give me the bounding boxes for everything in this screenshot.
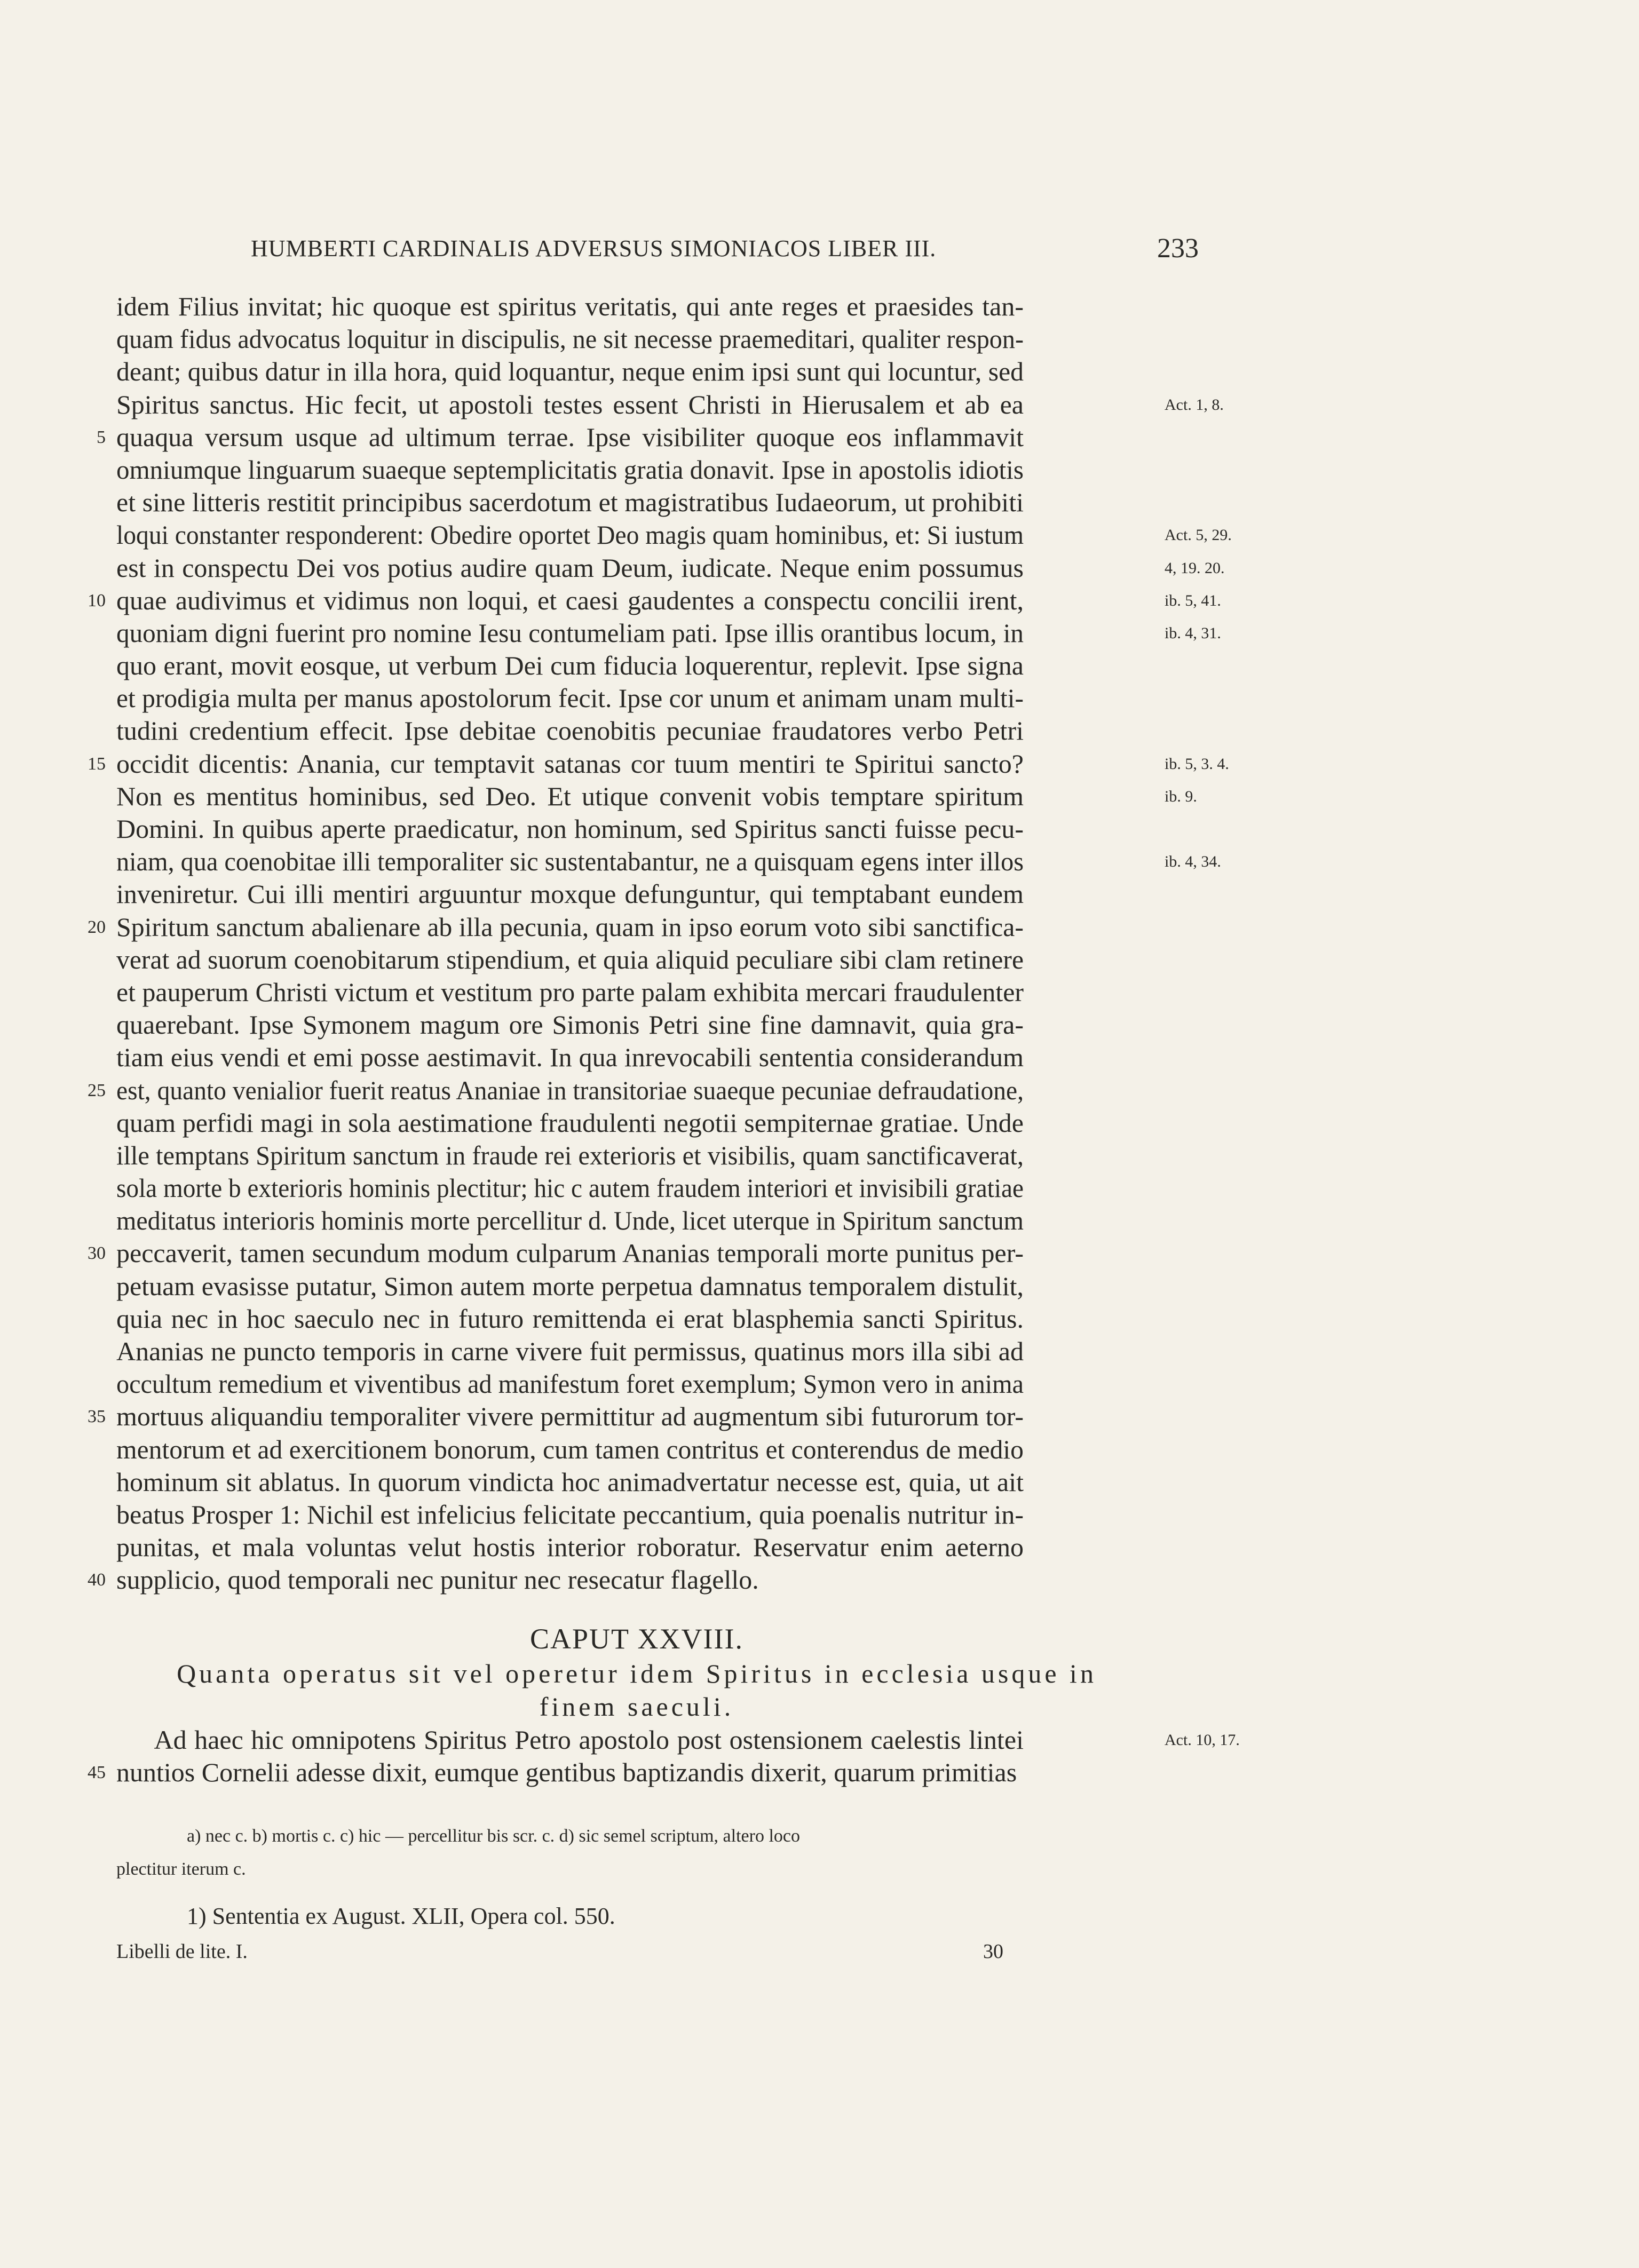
line-text: sola morte b exterioris hominis plectitur; hic c autem fraudem interiori et invisibili gratiae	[116, 1173, 1024, 1203]
line-number: 5	[97, 427, 106, 447]
line-text: tudini credentium effecit. Ipse debitae coenobitis pecuniae fraudatores verbo Petri	[116, 716, 1024, 746]
line-text: est in conspectu Dei vos potius audire quam Deum, iudicate. Neque enim possumus	[116, 552, 1024, 583]
text-line	[116, 323, 1157, 355]
line-text: quae audivimus et vidimus non loqui, et caesi gaudentes a conspectu concilii irent,	[116, 585, 1024, 615]
line-text: est, quanto venialior fuerit reatus Ananiae in transitoriae suaeque pecuniae defraudatione,	[116, 1075, 1024, 1105]
line-text: quaerebant. Ipse Symonem magum ore Simonis Petri sine fine damnavit, quia gra-	[116, 1010, 1024, 1040]
text-line	[88, 1237, 1157, 1270]
line-text: Ad haec hic omnipotens Spiritus Petro apostolo post ostensionem caelestis lintei	[116, 1725, 1024, 1755]
margin-reference: ib. 5, 41.	[1165, 591, 1221, 609]
margin-reference: ib. 5, 3. 4.	[1165, 755, 1229, 773]
line-text: niam, qua coenobitae illi temporaliter sic sustentabantur, ne a quisquam egens inter illos	[116, 846, 1024, 877]
line-text: et pauperum Christi victum et vestitum pro parte palam exhibita mercari fraudulenter	[116, 977, 1024, 1007]
text-line	[116, 1498, 1157, 1531]
text-line	[116, 290, 1157, 323]
line-text: Spiritus sanctus. Hic fecit, ut apostoli testes essent Christi in Hierusalem et ab ea	[116, 389, 1024, 419]
line-number: 30	[88, 1243, 106, 1264]
line-text: quia nec in hoc saeculo nec in futuro remittenda ei erat blasphemia sancti Spiritus.	[116, 1303, 1024, 1334]
line-text: Non es mentitus hominibus, sed Deo. Et utique convenit vobis temptare spiritum	[116, 781, 1024, 811]
text-line	[116, 1041, 1157, 1074]
line-text: idem Filius invitat; hic quoque est spiritus veritatis, qui ante reges et praesides tan-	[116, 291, 1024, 321]
text-line	[116, 1724, 1240, 1756]
text-line	[116, 1433, 1157, 1466]
text-line	[97, 421, 1157, 454]
text-line	[88, 1400, 1157, 1433]
text-line	[116, 1009, 1157, 1041]
line-text: beatus Prosper 1: Nichil est infelicius felicitate peccantium, quia poenalis nutritur in-	[116, 1499, 1024, 1529]
text-line	[116, 1335, 1157, 1368]
line-text: meditatus interioris hominis morte percellitur d. Unde, licet uterque in Spiritum sanctum	[116, 1206, 1024, 1236]
text-line	[116, 715, 1157, 747]
line-text: hominum sit ablatus. In quorum vindicta hoc animadvertatur necesse est, quia, ut ait	[116, 1466, 1024, 1497]
line-text: tiam eius vendi et emi posse aestimavit. In qua inrevocabili sententia considerandum	[116, 1042, 1024, 1073]
line-text: deant; quibus datur in illa hora, quid loquantur, neque enim ipsi sunt qui locuntur, sed	[116, 356, 1024, 387]
line-text: et sine litteris restitit principibus sacerdotum et magistratibus Iudaeorum, ut prohibiti	[116, 487, 1024, 518]
line-text: omniumque linguarum suaeque septemplicitatis gratia donavit. Ipse in apostolis idiotis	[116, 454, 1024, 485]
text-line	[88, 911, 1157, 943]
line-number: 40	[88, 1570, 106, 1590]
line-text: quaqua versum usque ad ultimum terrae. Ipse visibiliter quoque eos inflammavit	[116, 422, 1024, 452]
line-text: ille temptans Spiritum sanctum in fraude rei exterioris et visibilis, quam sanctificaverat,	[116, 1140, 1024, 1170]
text-line	[116, 1139, 1157, 1172]
line-text: mentorum et ad exercitionem bonorum, cum tamen contritus et conterendus de medio	[116, 1434, 1024, 1464]
line-number: 15	[88, 754, 106, 774]
margin-reference: Act. 5, 29.	[1165, 526, 1232, 544]
line-text: occidit dicentis: Anania, cur temptavit satanas cor tuum mentiri te Spiritui sancto?	[116, 748, 1024, 779]
page-number: 233	[1157, 233, 1199, 264]
line-text: nuntios Cornelii adesse dixit, eumque gentibus baptizandis dixerit, quarum primitias	[116, 1757, 1017, 1788]
line-text: inveniretur. Cui illi mentiri arguuntur moxque defunguntur, qui temptabant eundem	[116, 879, 1024, 909]
text-line	[88, 1756, 1157, 1789]
text-line	[116, 1172, 1157, 1204]
text-line	[116, 454, 1157, 486]
apparatus-line: a) nec c. b) mortis c. c) hic — percellitur bis scr. c. d) sic semel scriptum, altero loco	[187, 1826, 800, 1846]
margin-reference: Act. 1, 8.	[1165, 395, 1224, 414]
main-text	[88, 290, 1232, 1597]
text-line	[116, 486, 1157, 519]
text-line	[116, 355, 1157, 388]
line-text: quoniam digni fuerint pro nomine Iesu contumeliam pati. Ipse illis orantibus locum, in	[116, 617, 1024, 648]
chapter-subtitle	[116, 1657, 1157, 1723]
text-line	[116, 780, 1197, 813]
line-text: mortuus aliquandiu temporaliter vivere permittitur ad augmentum sibi futurorum tor-	[116, 1401, 1024, 1432]
apparatus-line: plectitur iterum c.	[116, 1859, 246, 1879]
text-line	[116, 943, 1157, 976]
text-line	[116, 617, 1221, 649]
line-text: Domini. In quibus aperte praedicatur, non hominum, sed Spiritus sancti fuisse pecu-	[116, 814, 1024, 844]
text-line	[116, 976, 1157, 1009]
line-number: 35	[88, 1407, 106, 1427]
chapter-heading: CAPUT XXVIII.	[530, 1623, 743, 1655]
line-text: Spiritum sanctum abalienare ab illa pecunia, quam in ipso eorum voto sibi sanctifica-	[116, 911, 1024, 942]
text-line	[116, 813, 1157, 845]
text-line	[116, 878, 1157, 910]
text-line	[116, 1107, 1157, 1139]
text-line	[116, 1303, 1157, 1335]
line-text: et prodigia multa per manus apostolorum fecit. Ipse cor unum et animam unam multi-	[116, 683, 1024, 713]
line-text: petuam evasisse putatur, Simon autem morte perpetua damnatus temporalem distulit,	[116, 1271, 1024, 1301]
margin-reference: ib. 4, 31.	[1165, 624, 1221, 642]
text-line	[116, 1204, 1157, 1237]
line-text: Ananias ne puncto temporis in carne vivere fuit permissus, quatinus mors illa sibi ad	[116, 1336, 1024, 1366]
line-number: 10	[88, 590, 106, 610]
chapter-subtitle-line: finem saeculi.	[539, 1692, 734, 1722]
line-number: 20	[88, 917, 106, 937]
line-text: peccaverit, tamen secundum modum culparum Ananias temporali morte punitus per-	[116, 1238, 1024, 1268]
text-line	[88, 1564, 1157, 1596]
text-line	[116, 1270, 1157, 1303]
margin-reference: ib. 9.	[1165, 787, 1197, 805]
line-text: supplicio, quod temporali nec punitur nec resecatur flagello.	[116, 1565, 759, 1595]
line-text: loqui constanter responderent: Obedire oportet Deo magis quam hominibus, et: Si iustum	[116, 520, 1024, 550]
text-line	[88, 748, 1229, 780]
margin-reference: Act. 10, 17.	[1165, 1731, 1240, 1749]
text-line	[116, 1466, 1157, 1498]
margin-reference: ib. 4, 34.	[1165, 853, 1221, 871]
line-number: 25	[88, 1080, 106, 1100]
critical-apparatus	[116, 1820, 1158, 1886]
line-text: quo erant, movit eosque, ut verbum Dei cum fiducia loquerentur, replevit. Ipse signa	[116, 651, 1024, 681]
chapter-subtitle-line: Quanta operatus sit vel operetur idem Spiritus in ecclesia usque in	[177, 1659, 1097, 1688]
line-text: quam perfidi magi in sola aestimatione fraudulenti negotii sempiternae gratiae. Unde	[116, 1107, 1024, 1138]
text-line	[116, 845, 1221, 878]
line-number: 45	[88, 1763, 106, 1783]
line-text: quam fidus advocatus loquitur in discipulis, ne sit necesse praemeditari, qualiter respon-	[116, 324, 1024, 354]
margin-reference: 4, 19. 20.	[1165, 559, 1225, 577]
signature-number: 30	[983, 1940, 1003, 1963]
text-line	[116, 1368, 1157, 1400]
text-line	[116, 1531, 1157, 1564]
text-line	[116, 682, 1157, 715]
line-text: occultum remedium et viventibus ad manifestum foret exemplum; Symon vero in anima	[116, 1369, 1024, 1399]
line-text: verat ad suorum coenobitarum stipendium, et quia aliquid peculiare sibi clam retinere	[116, 944, 1024, 974]
text-line	[116, 519, 1232, 551]
chapter-text	[88, 1724, 1240, 1789]
source-footnote: 1) Sententia ex August. XLII, Opera col. 550.	[187, 1903, 615, 1929]
text-line	[88, 1074, 1157, 1107]
text-line	[116, 552, 1225, 584]
text-line	[116, 649, 1157, 682]
signature-mark: Libelli de lite. I.	[116, 1940, 248, 1963]
running-header: HUMBERTI CARDINALIS ADVERSUS SIMONIACOS LIBER III.	[251, 235, 937, 261]
line-text: punitas, et mala voluntas velut hostis interior roboratur. Reservatur enim aeterno	[116, 1532, 1024, 1563]
text-line	[88, 584, 1221, 617]
text-line	[116, 388, 1224, 421]
